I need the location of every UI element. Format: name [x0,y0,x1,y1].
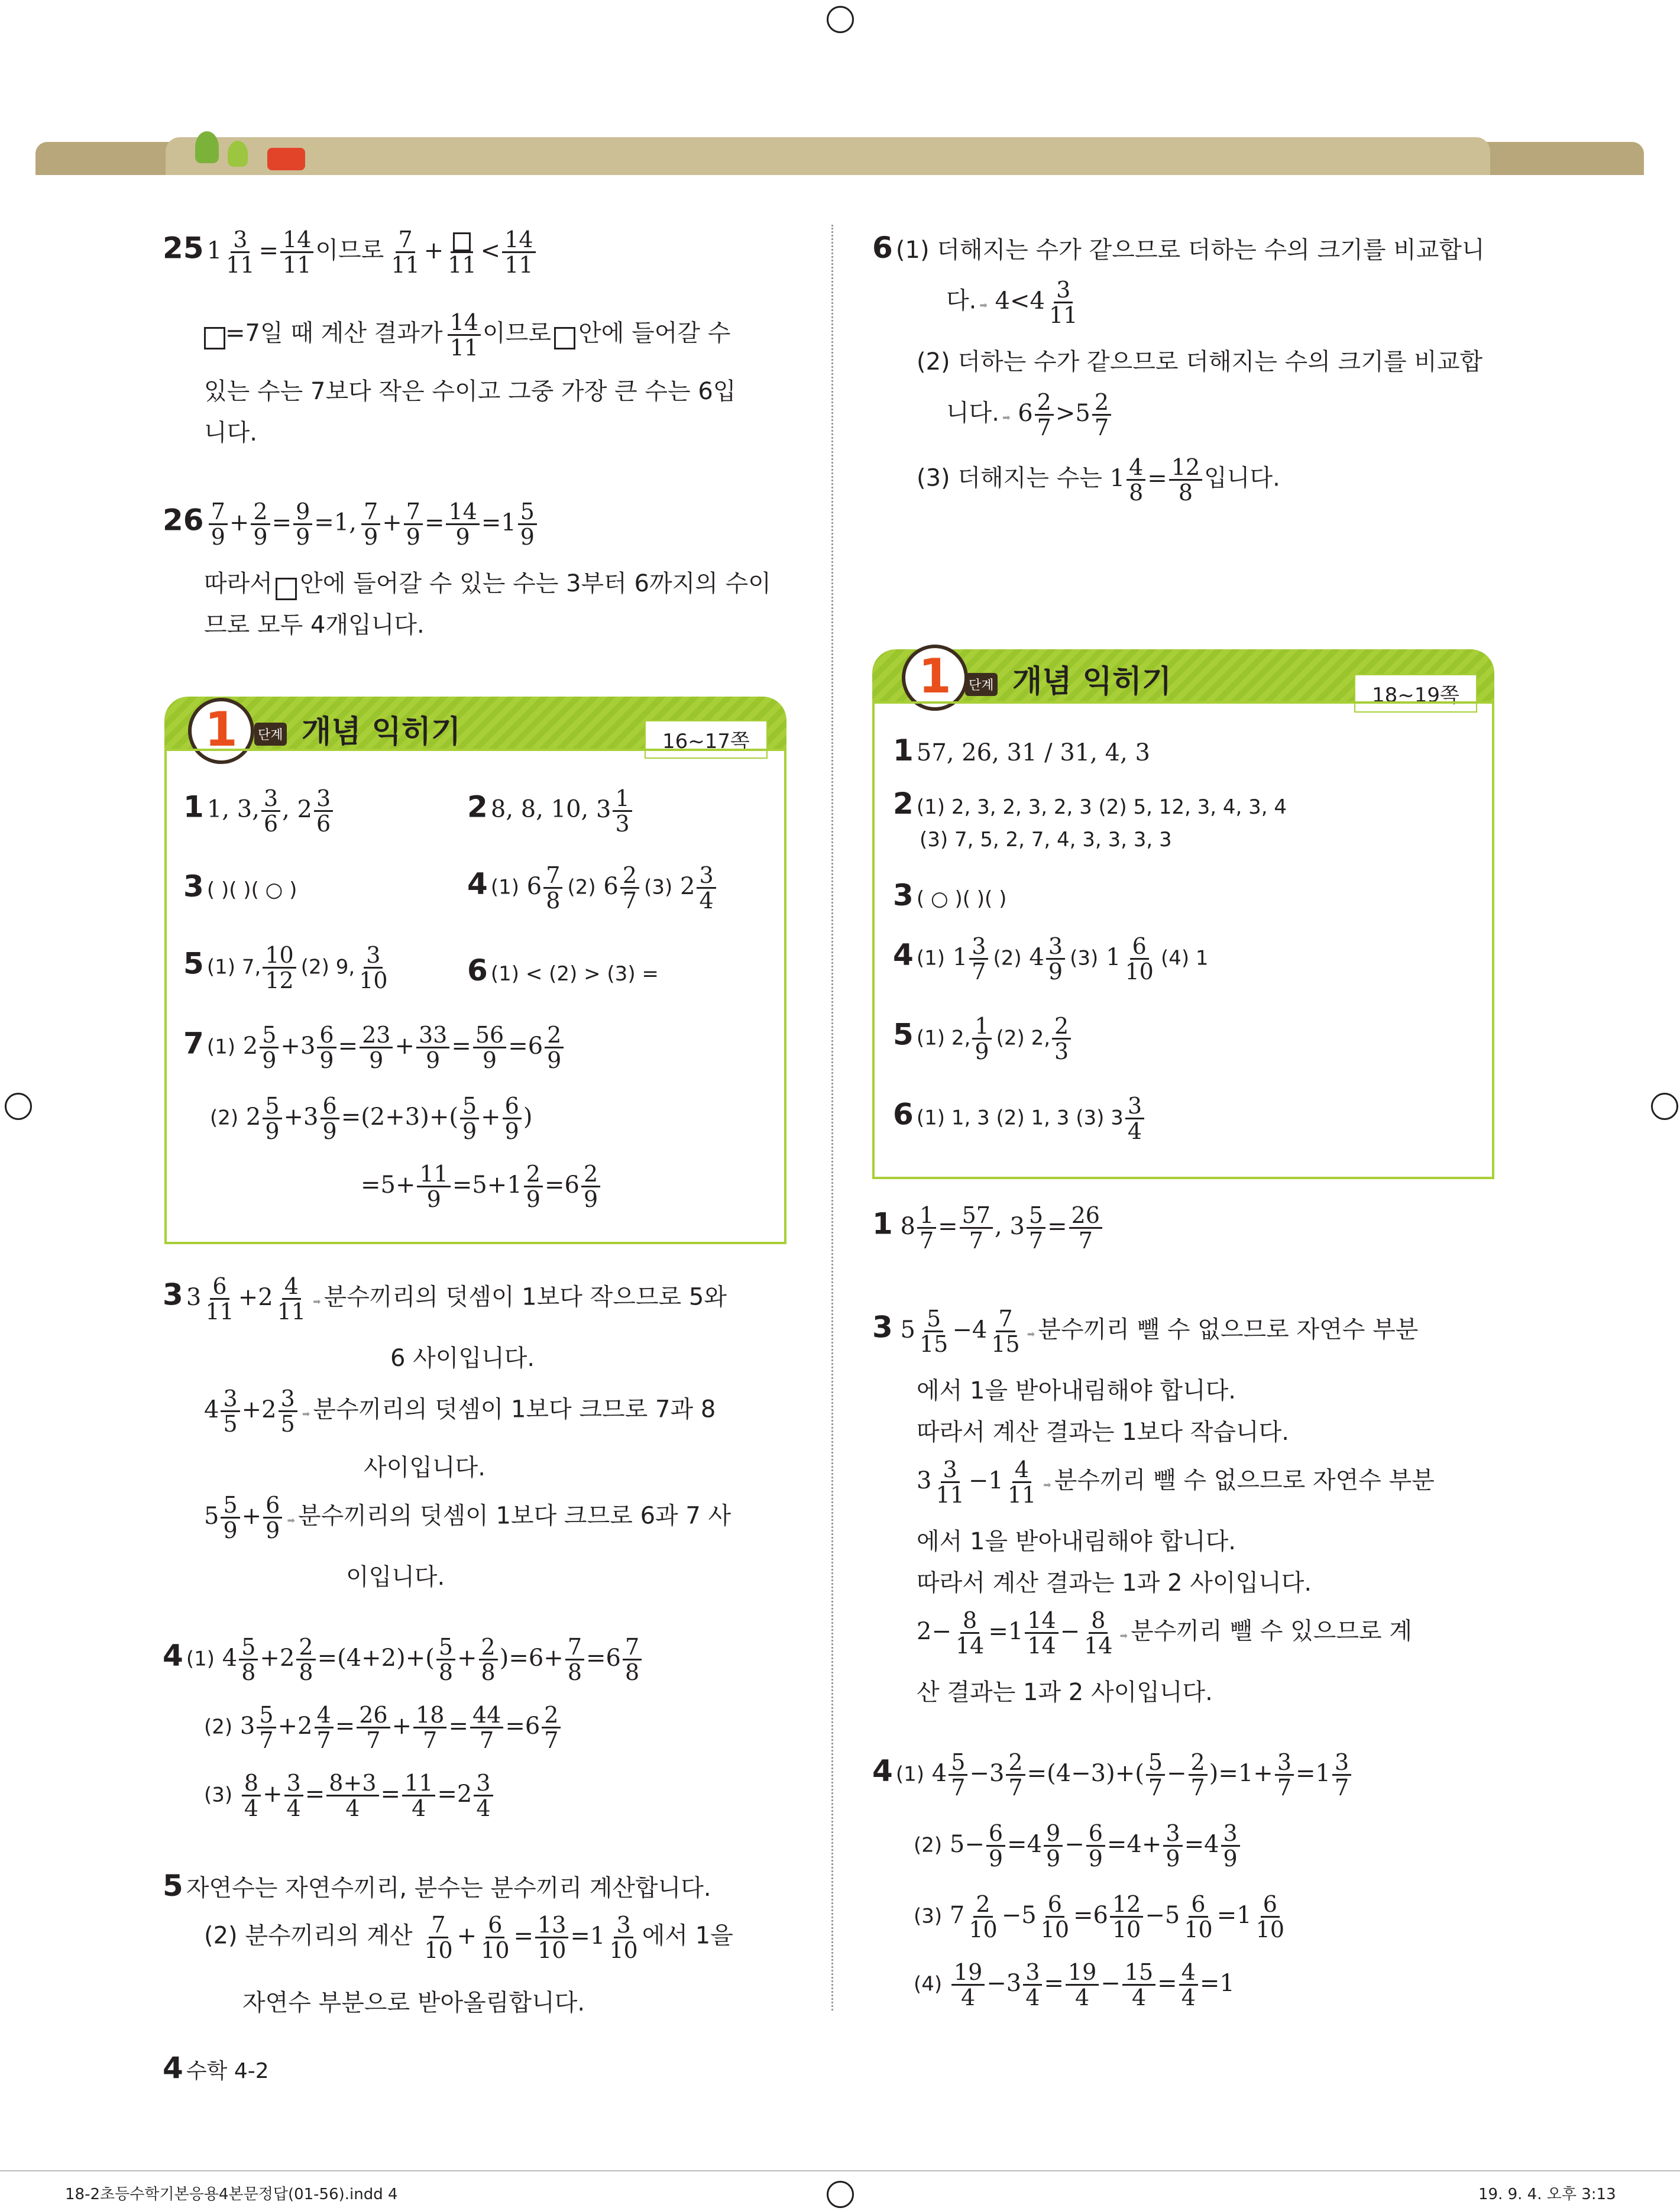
rq4-3: (3) 7 $\frac{2}{10}$ −5 $\frac{6}{10}$ =6 $\frac{12}{10}$ −5 $\frac{6}{10}$ =1 $\frac{6}{10}$ [914,1891,1285,1943]
blank-box [204,327,225,349]
lq3-r1: 3 3 $\frac{6}{11}$ +2 $\frac{4}{11}$ ➡ 분수끼리의 덧셈이 1보다 작으므로 5와 [163,1273,727,1325]
lq3-r3b: 이입니다. [346,1563,445,1591]
arrow-icon: ➡ [313,1296,321,1307]
registration-mark-icon [5,1093,32,1120]
q25-line1: 25 1 $\frac{3}{11}$ = $\frac{14}{11}$ 이므로 $\frac{7}{11}$ + 11 < $\frac{14}{11}$ [163,228,538,277]
tree-icon [195,131,219,163]
book-title: 수학 4-2 [186,2059,269,2083]
rq6-1: 6 (1) 더해지는 수가 같으므로 더하는 수의 크기를 비교합니 [872,231,1485,265]
q25-line3: 있는 수는 7보다 작은 수이고 그중 가장 큰 수는 6입 [204,378,736,405]
q25-line2: =7일 때 계산 결과가 $\frac{14}{11}$ 이므로 안에 들어갈 수 [204,310,730,360]
rq1: 1 8 $\frac{1}{7}$ = $\frac{57}{7}$ , 3 $\frac{5}{7}$ = $\frac{26}{7}$ [872,1203,1104,1252]
lc-answer-2: 2 8, 8, 10, 3 $\frac{1}{3}$ [467,786,634,836]
lq4-2: (2) 3 $\frac{5}{7}$ +2 $\frac{4}{7}$ = $\frac{26}{7}$ + $\frac{18}{7}$ = $\frac{44}{7}$ =6 $\frac{2}{7}$ [204,1703,562,1752]
rc-answer-2a: 2 (1) 2, 3, 2, 3, 2, 3 (2) 5, 12, 3, 4, 3, 4 [893,786,1287,821]
step-badge: 1 [188,698,254,764]
rq3-r2b: 에서 1을 받아내림해야 합니다. [917,1528,1236,1555]
arrow-icon: ➡ [979,299,988,311]
lc-answer-7b: (2) 2 $\frac{5}{9}$ +3 $\frac{6}{9}$ =(2+3)+( $\frac{5}{9}$ + $\frac{6}{9}$ ) [210,1093,533,1144]
rq4-2: (2) 5− $\frac{6}{9}$ =4 $\frac{9}{9}$ − $\frac{6}{9}$ =4+ $\frac{3}{9}$ =4 $\frac{3}{9}$ [914,1821,1242,1870]
rq3-r3b: 산 결과는 1과 2 사이입니다. [917,1679,1213,1706]
rc-answer-2b: (3) 7, 5, 2, 7, 4, 3, 3, 3, 3 [920,828,1172,852]
column-divider [831,225,833,2011]
arrow-icon: ➡ [287,1514,295,1526]
lq5-2: (2) 분수끼리의 계산 $\frac{7}{10}$ + $\frac{6}{10}$ = $\frac{13}{10}$ =1 $\frac{3}{10}$ 에서 1을 [204,1912,733,1963]
slug-line [0,2170,1680,2171]
rq3-r2c: 따라서 계산 결과는 1과 2 사이입니다. [917,1569,1312,1597]
arrow-icon: ➡ [1027,1328,1035,1340]
arrow-icon: ➡ [1002,412,1011,423]
header-tab [166,137,1490,175]
rq4-4: (4) $\frac{19}{4}$ −3 $\frac{3}{4}$ = $\frac{19}{4}$ − $\frac{15}{4}$ = $\frac{4}{4}$ =1 [914,1959,1235,2011]
lq3-r2b: 사이입니다. [364,1454,485,1481]
lc-answer-3: 3 ( )( )( ○ ) [183,869,297,904]
step-badge: 1 [902,645,968,711]
page-footer [163,2051,269,2085]
page-number: 4 [163,2051,183,2085]
concept-title: 개념 익히기 [1012,664,1172,700]
concept-title: 개념 익히기 [302,714,461,750]
lc-answer-1: 1 1, 3, $\frac{3}{6}$ , 2 $\frac{3}{6}$ [183,786,335,836]
rq6-5: (3) 더해지는 수는 1 $\frac{4}{8}$ = $\frac{12}{8}$ 입니다. [917,454,1280,506]
q26-line3: 므로 모두 4개입니다. [204,611,425,639]
lc-answer-4: 4 (1) 6 $\frac{7}{8}$ (2) 6 $\frac{2}{7}$ (3) 2 $\frac{3}{4}$ [467,863,718,912]
rq4-1: 4 (1) 4 $\frac{5}{7}$ −3 $\frac{2}{7}$ =(4−3)+( $\frac{5}{7}$ − $\frac{2}{7}$ )=1+ $\frac{3}{7}$ =1 $\frac{3}{7}$ [872,1750,1353,1799]
bus-icon [267,148,305,170]
lc-answer-6: 6 (1) < (2) > (3) = [467,953,659,988]
lq3-r3: 5 $\frac{5}{9}$ + $\frac{6}{9}$ ➡ 분수끼리의 덧셈이 1보다 크므로 6과 7 사 [204,1492,731,1543]
lc-answer-5: 5 (1) 7, $\frac{10}{12}$ (2) 9, $\frac{3}{10}$ [183,942,388,993]
rq6-4: 니다. ➡ 6 $\frac{2}{7}$ >5 $\frac{2}{7}$ [946,390,1113,439]
blank-box [276,578,297,600]
rq6-2: 다. ➡ 4<4 $\frac{3}{11}$ [946,277,1078,328]
rq3-r3: 2− $\frac{8}{14}$ =1 $\frac{14}{14}$ − $\frac{8}{14}$ ➡ 분수끼리 뺄 수 있으므로 계 [917,1607,1413,1659]
blank-box [554,327,575,349]
lc-answer-7a: 7 (1) 2 $\frac{5}{9}$ +3 $\frac{6}{9}$ = $\frac{23}{9}$ + $\frac{33}{9}$ = $\frac{56}{9}$ =6 $\frac{2}{9}$ [183,1023,565,1072]
lq5-3: 자연수 부분으로 받아올림합니다. [242,1989,585,2016]
lq4-1: 4 (1) 4 $\frac{5}{8}$ +2 $\frac{2}{8}$ =(4+2)+( $\frac{5}{8}$ + $\frac{2}{8}$ )=6+ $\frac{7}{8}$ =6 $\frac{7}{8}$ [163,1635,643,1684]
file-name: 18-2초등수학기본응용4본문정답(01-56).indd 4 [65,2186,398,2203]
q25-number: 25 [163,231,204,266]
rc-answer-6: 6 (1) 1, 3 (2) 1, 3 (3) 3 $\frac{3}{4}$ [893,1094,1146,1143]
lq3-r1b: 6 사이입니다. [390,1345,535,1372]
tree-icon [228,141,248,167]
rq3-r1: 3 5 $\frac{5}{15}$ −4 $\frac{7}{15}$ ➡ 분수끼리 뺄 수 없으므로 자연수 부분 [872,1306,1419,1357]
arrow-icon: ➡ [302,1408,310,1420]
arrow-icon: ➡ [1043,1479,1051,1491]
registration-mark-icon [827,2181,854,2208]
registration-mark-icon [827,6,854,33]
rq3-r1b: 에서 1을 받아내림해야 합니다. [917,1377,1236,1404]
rc-answer-3: 3 ( ○ )( )( ) [893,878,1007,912]
rc-answer-1: 1 57, 26, 31 / 31, 4, 3 [893,733,1151,768]
rq3-r1c: 따라서 계산 결과는 1보다 작습니다. [917,1419,1289,1446]
q25-line4: 니다. [204,419,257,446]
arrow-icon: ➡ [1119,1630,1128,1642]
q26-line2: 따라서 안에 들어갈 수 있는 수는 3부터 6까지의 수이 [204,565,771,600]
step-label: 단계 [965,673,998,696]
rc-answer-4: 4 (1) 1 $\frac{3}{7}$ (2) 4 $\frac{3}{9}$ (3) 1 $\frac{6}{10}$ (4) 1 [893,933,1209,985]
step-label: 단계 [254,723,287,746]
registration-mark-icon [1651,1093,1678,1120]
q26-number: 26 [163,503,204,538]
rc-answer-5: 5 (1) 2, $\frac{1}{9}$ (2) 2, $\frac{2}{3}$ [893,1014,1073,1063]
rq3-r2: 3 $\frac{3}{11}$ −1 $\frac{4}{11}$ ➡ 분수끼리 뺄 수 없으므로 자연수 부분 [917,1456,1435,1508]
page-range: 16~17쪽 [645,720,768,759]
lq3-r2: 4 $\frac{3}{5}$ +2 $\frac{3}{5}$ ➡ 분수끼리의 덧셈이 1보다 크므로 7과 8 [204,1385,716,1437]
rq6-3: (2) 더하는 수가 같으므로 더해지는 수의 크기를 비교합 [917,348,1483,375]
lq4-3: (3) $\frac{8}{4}$ + $\frac{3}{4}$ = $\frac{8+3}{4}$ = $\frac{11}{4}$ =2 $\frac{3}{4}$ [204,1771,495,1820]
lq5-1: 5 자연수는 자연수끼리, 분수는 분수끼리 계산합니다. [163,1869,711,1903]
print-date: 19. 9. 4. 오후 3:13 [1478,2186,1616,2203]
page-range: 18~19쪽 [1354,674,1477,713]
lc-answer-7c: =5+ $\frac{11}{9}$ =5+1 $\frac{2}{9}$ =6 $\frac{2}{9}$ [361,1162,602,1211]
q26-line1: 26 $\frac{7}{9}$ + $\frac{2}{9}$ = $\frac{9}{9}$ =1, $\frac{7}{9}$ + $\frac{7}{9}$ = $\frac{14}{9}$ =1 $\frac{5}{9}$ [163,500,539,549]
